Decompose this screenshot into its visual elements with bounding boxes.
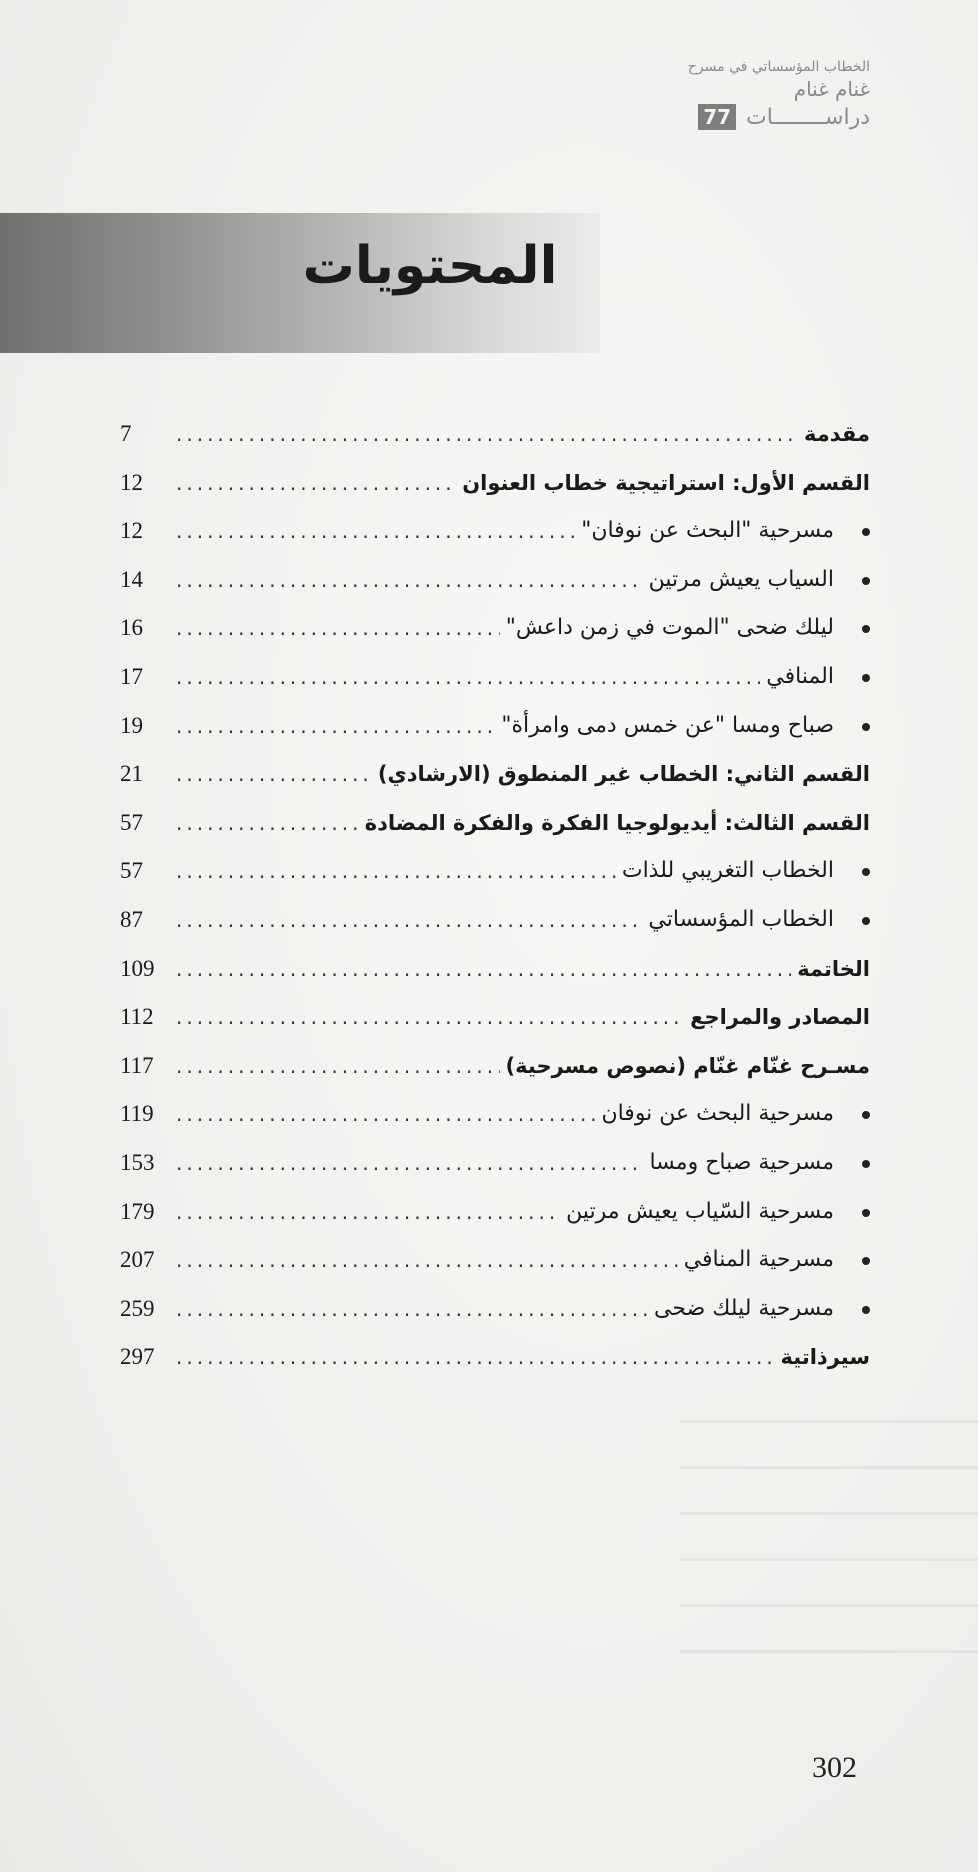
toc-entry-page: 297	[120, 1344, 155, 1370]
toc-entry	[120, 1179, 870, 1227]
toc-entry	[120, 838, 870, 886]
toc-entry-page: 19	[120, 712, 143, 738]
toc-entry-label: مسـرح غنّام غنّام (نصوص مسرحية)	[505, 1053, 870, 1078]
toc-entry-page: 12	[120, 469, 143, 495]
bleed-through-texture	[680, 1420, 978, 1680]
toc-entry	[120, 887, 870, 935]
toc-entry-page: 112	[120, 1004, 154, 1030]
bullet-icon	[862, 1306, 870, 1314]
toc-entry	[120, 401, 870, 449]
toc-entry-page: 109	[120, 955, 155, 981]
toc-entry	[120, 450, 870, 498]
toc-leader-dots	[176, 565, 643, 595]
bullet-icon	[862, 1209, 870, 1217]
toc-entry-label: القسم الأول: استراتيجية خطاب العنوان	[462, 470, 870, 495]
toc-entry-page: 17	[120, 664, 143, 689]
toc-entry-page: 12	[120, 518, 143, 544]
series-name: دراســــــــات	[746, 104, 870, 130]
toc-entry-label: مسرحية السّياب يعيش مرتين	[566, 1198, 834, 1224]
toc-entry-label: مقدمة	[804, 422, 870, 446]
bullet-icon	[862, 917, 870, 925]
toc-leader-dots	[176, 1099, 595, 1129]
toc-leader-dots	[176, 808, 359, 838]
bullet-icon	[862, 625, 870, 633]
toc-entry-page: 16	[120, 615, 143, 641]
toc-entry	[120, 693, 870, 741]
toc-entry	[120, 644, 870, 692]
toc-leader-dots	[176, 905, 642, 935]
toc-leader-dots	[176, 662, 760, 692]
toc-entry-page: 179	[120, 1198, 155, 1224]
toc-entry	[120, 1130, 870, 1178]
toc-leader-dots	[176, 1342, 775, 1372]
toc-entry-page: 14	[120, 566, 143, 592]
toc-entry-label: مسرحية ليلك ضحى	[654, 1295, 834, 1321]
bullet-icon	[862, 1111, 870, 1119]
toc-entry-page: 87	[120, 907, 143, 932]
toc-entry-page: 117	[120, 1052, 154, 1078]
toc-entry-label: الخطاب المؤسساتي	[648, 907, 834, 932]
toc-entry-label: صباح ومسا "عن خمس دمى وامرأة"	[501, 712, 834, 738]
toc-leader-dots	[176, 711, 495, 741]
toc-entry-page: 119	[120, 1101, 154, 1127]
toc-entry	[120, 1033, 870, 1081]
toc-entry-page: 259	[120, 1295, 155, 1321]
toc-leader-dots	[176, 856, 616, 886]
bullet-icon	[862, 528, 870, 536]
toc-entry	[120, 741, 870, 789]
toc-leader-dots	[176, 1294, 648, 1324]
toc-entry	[120, 1081, 870, 1129]
toc-leader-dots	[176, 613, 500, 643]
toc-entry-page: 207	[120, 1247, 155, 1273]
toc-leader-dots	[176, 516, 575, 546]
toc-entry-page: 57	[120, 809, 143, 835]
page-title: المحتويات	[302, 236, 558, 296]
toc-leader-dots	[176, 1051, 500, 1081]
toc-entry	[120, 498, 870, 546]
toc-entry-page: 57	[120, 858, 143, 884]
bullet-icon	[862, 723, 870, 731]
toc-entry-page: 21	[120, 761, 143, 787]
toc-entry-label: مسرحية البحث عن نوفان	[601, 1101, 834, 1127]
series-number-badge: 77	[698, 104, 736, 130]
toc-entry-label: القسم الثاني: الخطاب غير المنطوق (الارشادي)	[377, 762, 870, 787]
toc-entry	[120, 547, 870, 595]
toc-entry-label: المصادر والمراجع	[690, 1005, 870, 1030]
bullet-icon	[862, 577, 870, 585]
running-header-series	[688, 104, 870, 130]
running-header	[688, 58, 870, 130]
bullet-icon	[862, 674, 870, 682]
bullet-icon	[862, 868, 870, 876]
toc-entry	[120, 936, 870, 984]
toc-entry-label: مسرحية صباح ومسا	[649, 1150, 834, 1175]
toc-entry	[120, 984, 870, 1032]
toc-entry-label: مسرحية "البحث عن نوفان"	[581, 518, 834, 544]
toc-leader-dots	[176, 759, 372, 789]
toc-leader-dots	[176, 1245, 678, 1275]
toc-leader-dots	[176, 468, 456, 498]
bullet-icon	[862, 1257, 870, 1265]
toc-leader-dots	[176, 1148, 643, 1178]
toc-leader-dots	[176, 1002, 684, 1032]
toc-leader-dots	[176, 954, 791, 984]
toc-entry	[120, 1227, 870, 1275]
toc-entry	[120, 1276, 870, 1324]
toc-leader-dots	[176, 419, 798, 449]
toc-entry-label: المنافي	[766, 664, 834, 689]
toc-entry	[120, 790, 870, 838]
running-header-author: غنام غنام	[793, 77, 870, 101]
toc-entry-label: مسرحية المنافي	[683, 1247, 834, 1273]
toc-entry-label: الخاتمة	[797, 956, 870, 981]
toc-entry-label: القسم الثالث: أيديولوجيا الفكرة والفكرة المضادة	[364, 810, 870, 835]
toc-entry-label: ليلك ضحى "الموت في زمن داعش"	[505, 615, 834, 641]
toc-entry-label: السياب يعيش مرتين	[648, 566, 834, 592]
toc-leader-dots	[176, 1197, 560, 1227]
toc-entry	[120, 1324, 870, 1372]
running-header-subtitle: الخطاب المؤسساتي في مسرح	[687, 59, 870, 75]
toc-entry	[120, 595, 870, 643]
bullet-icon	[862, 1160, 870, 1168]
toc-entry-label: الخطاب التغريبي للذات	[621, 858, 834, 884]
toc-entry-label: سيرذاتية	[780, 1345, 870, 1370]
page-number: 302	[812, 1751, 857, 1784]
toc-entry-page: 153	[120, 1150, 155, 1175]
toc-entry-page: 7	[120, 421, 132, 446]
